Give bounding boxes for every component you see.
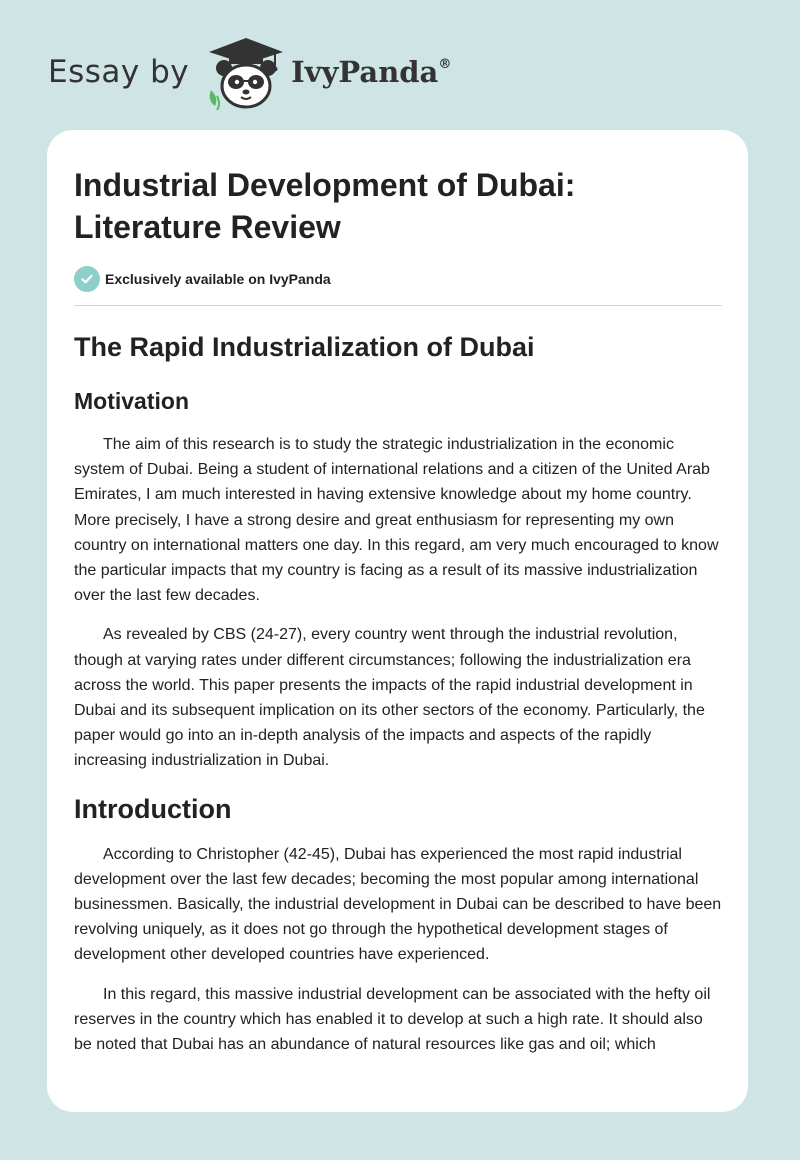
section-heading: The Rapid Industrialization of Dubai <box>74 332 535 362</box>
motivation-heading: Motivation <box>74 388 189 414</box>
essay-by-label: Essay by <box>48 54 190 90</box>
page-title: Industrial Development of Dubai: Literature Review <box>74 167 576 245</box>
motivation-paragraph-2: As revealed by CBS (24-27), every country went through the industrial revolution, though at varying rates under different circumstances; following the industrialization era across the world. This paper presents the impacts of the rapid industrial development in Dubai and its subsequent implication on its other sectors of the economy. Particularly, the paper would go into an in-depth analysis of the impacts and aspects of the rapidly increasing industrialization in Dubai. <box>74 626 705 770</box>
check-icon <box>74 266 100 292</box>
site-header <box>48 34 451 110</box>
introduction-heading: Introduction <box>74 793 232 824</box>
essay-content <box>74 164 722 1057</box>
exclusive-badge-text: Exclusively available on IvyPanda <box>105 271 331 287</box>
introduction-paragraph-1: According to Christopher (42-45), Dubai has experienced the most rapid industrial development over the last few decades; becoming the most popular among international businessmen. Basically, the industrial development in Dubai can be described to have been revolving uniquely, as it does not go through the hypothetical development stages of development other developed countries have experienced. <box>74 845 722 964</box>
brand-name[interactable]: IvyPanda® <box>291 55 452 89</box>
exclusive-badge <box>74 266 722 292</box>
introduction-paragraph-2: In this regard, this massive industrial development can be associated with the hefty oil reserves in the country which has enabled it to develop at such a high rate. It should also be noted that Dubai has an abundance of natural resources like gas and oil; which <box>74 985 711 1054</box>
divider <box>74 305 722 306</box>
motivation-paragraph-1: The aim of this research is to study the strategic industrialization in the economic system of Dubai. Being a student of international relations and a citizen of the United Arab Emirates, I am much interested in having extensive knowledge about my home country. More precisely, I have a strong desire and great enthusiasm for representing my own country on international matters one day. In this regard, am very much encouraged to know the particular impacts that my country is facing as a result of its massive industrialization over the last few decades. <box>74 436 719 605</box>
essay-card <box>47 130 748 1112</box>
registered-mark: ® <box>438 57 452 72</box>
ivypanda-logo-icon[interactable] <box>205 34 287 110</box>
